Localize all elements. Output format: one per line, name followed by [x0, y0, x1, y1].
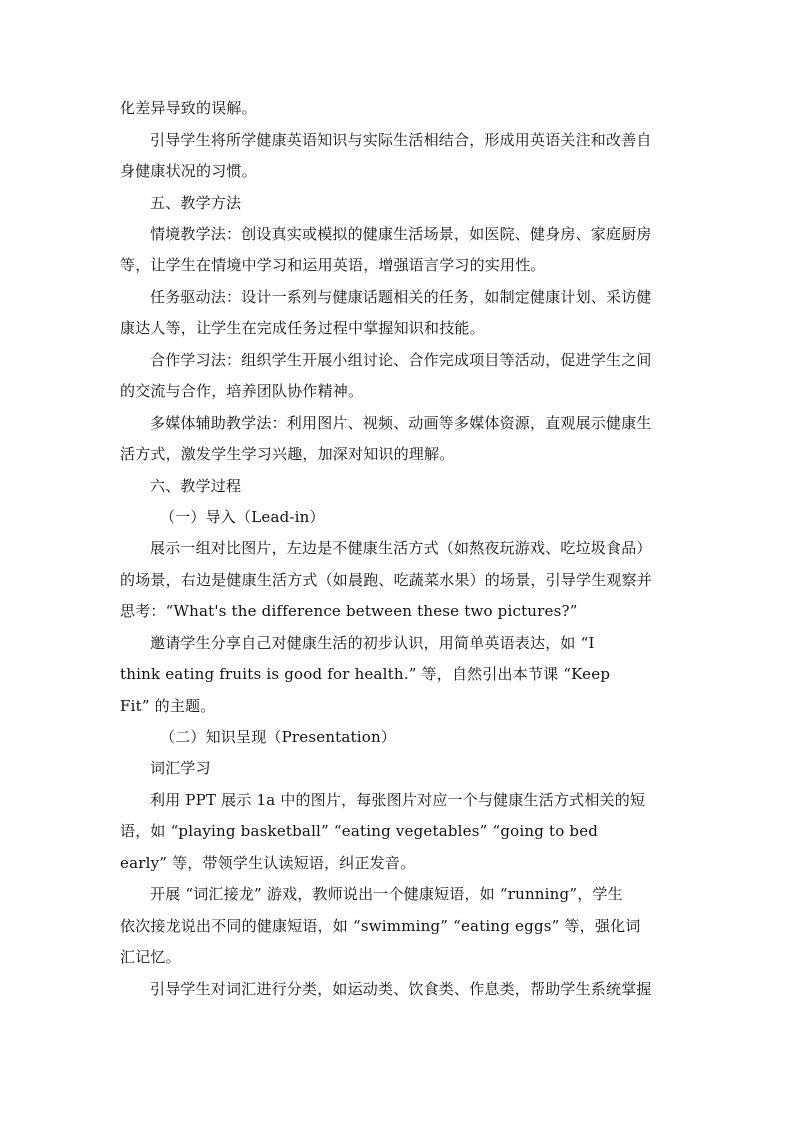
text-line: 汇记忆。: [120, 948, 181, 966]
text-line: early” 等，带领学生认读短语，纠正发音。: [120, 854, 416, 872]
text-line: Fit” 的主题。: [120, 697, 216, 715]
subsection-heading: （二）知识呈现（Presentation）: [160, 728, 397, 746]
paragraph-line: 开展 “词汇接龙” 游戏，教师说出一个健康短语，如 “running”，学生: [150, 885, 623, 903]
text-line: 化差异导致的误解。: [120, 99, 257, 117]
paragraph-line: 邀请学生分享自己对健康生活的初步认识，用简单英语表达，如 “I: [150, 634, 595, 652]
text-line: 的交流与合作，培养团队协作精神。: [120, 382, 364, 400]
section-heading: 六、教学过程: [150, 477, 242, 495]
topic-heading: 词汇学习: [150, 759, 211, 777]
paragraph-line: 展示一组对比图片，左边是不健康生活方式（如熬夜玩游戏、吃垃圾食品）: [150, 539, 652, 557]
text-line: 思考：“What's the difference between these two pictures?”: [120, 602, 578, 620]
text-line: 等，让学生在情境中学习和运用英语，增强语言学习的实用性。: [120, 256, 546, 274]
paragraph-line: 引导学生对词汇进行分类，如运动类、饮食类、作息类，帮助学生系统掌握: [150, 980, 652, 998]
paragraph-line: 引导学生将所学健康英语知识与实际生活相结合，形成用英语关注和改善自: [150, 131, 652, 149]
paragraph-line: 任务驱动法：设计一系列与健康话题相关的任务，如制定健康计划、采访健: [150, 288, 652, 306]
text-line: 的场景，右边是健康生活方式（如晨跑、吃蔬菜水果）的场景，引导学生观察并: [120, 571, 653, 589]
paragraph-line: 利用 PPT 展示 1a 中的图片，每张图片对应一个与健康生活方式相关的短: [150, 791, 646, 809]
text-line: 语，如 “playing basketball” “eating vegetables” “going to bed: [120, 822, 599, 840]
text-line: 活方式，激发学生学习兴趣，加深对知识的理解。: [120, 445, 455, 463]
text-line: think eating fruits is good for health.” 等，自然引出本节课 “Keep: [120, 665, 611, 683]
subsection-heading: （一）导入（Lead-in）: [160, 508, 325, 526]
paragraph-line: 多媒体辅助教学法：利用图片、视频、动画等多媒体资源，直观展示健康生: [150, 414, 652, 432]
paragraph-line: 情境教学法：创设真实或模拟的健康生活场景，如医院、健身房、家庭厨房: [150, 225, 652, 243]
section-heading: 五、教学方法: [150, 194, 242, 212]
text-line: 依次接龙说出不同的健康短语，如 “swimming” “eating eggs” 等，强化词: [120, 917, 641, 935]
paragraph-line: 合作学习法：组织学生开展小组讨论、合作完成项目等活动，促进学生之间: [150, 351, 652, 369]
text-line: 身健康状况的习惯。: [120, 162, 257, 180]
text-line: 康达人等，让学生在完成任务过程中掌握知识和技能。: [120, 319, 485, 337]
